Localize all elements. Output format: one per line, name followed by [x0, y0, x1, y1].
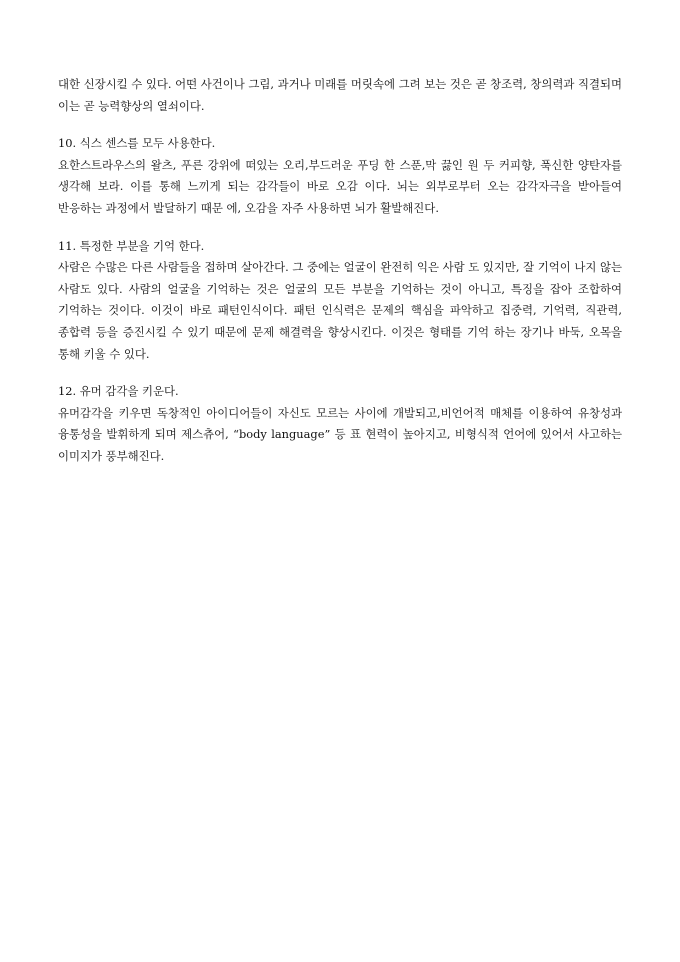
section-11 — [58, 236, 622, 366]
section-12 — [58, 381, 622, 467]
section-body: 유머감각을 키우면 독창적인 아이디어들이 자신도 모르는 사이에 개발되고,비언어적 매체를 이용하여 유창성과 융통성을 발휘하게 되며 제스츄어, “body language” 등 표 현력이 높아지고, 비형식적 언어에 있어서 사고하는 이미지가 풍부해진다. — [58, 405, 622, 463]
section-body: 사람은 수많은 다른 사람들을 접하며 살아간다. 그 중에는 얼굴이 완전히 익은 사람 도 있지만, 잘 기억이 나지 않는 사람도 있다. 사람의 얼굴을 기억하는 것은 얼굴의 모든 부분을 기억하는 것이 아니고, 특징을 잡아 조합하여 기억하는 것이다. 이것이 바로 패턴인식이다. 패턴 인식력은 문제의 핵심을 파악하고 집중력, 기억력, 직관력, 종합력 등을 증진시킬 수 있기 때문에 문제 해결력을 향상시킨다. 이것은 형태를 기억 하는 장기나 바둑, 오목을 통해 키울 수 있다. — [58, 260, 622, 361]
section-heading: 12. 유머 감각을 키운다. — [58, 384, 179, 399]
intro-paragraph: 대한 신장시킬 수 있다. 어떤 사건이나 그림, 과거나 미래를 머릿속에 그려 보는 것은 곧 창조력, 창의력과 직결되며 이는 곧 능력향상의 열쇠이다. — [58, 77, 622, 113]
section-heading: 11. 특정한 부분을 기억 한다. — [58, 238, 205, 253]
section-10 — [58, 133, 622, 219]
section-body: 요한스트라우스의 왈츠, 푸른 강위에 떠있는 오리,부드러운 푸딩 한 스푼,막 끓인 원 두 커피향, 푹신한 양탄자를 생각해 보라. 이를 통해 느끼게 되는 감각들이 바로 오감 이다. 뇌는 외부로부터 오는 감각자극을 받아들여 반응하는 과정에서 발달하기 때문 에, 오감을 자주 사용하면 뇌가 활발해진다. — [58, 157, 622, 215]
document-page — [58, 74, 622, 468]
section-heading: 10. 식스 센스를 모두 사용한다. — [58, 136, 216, 151]
